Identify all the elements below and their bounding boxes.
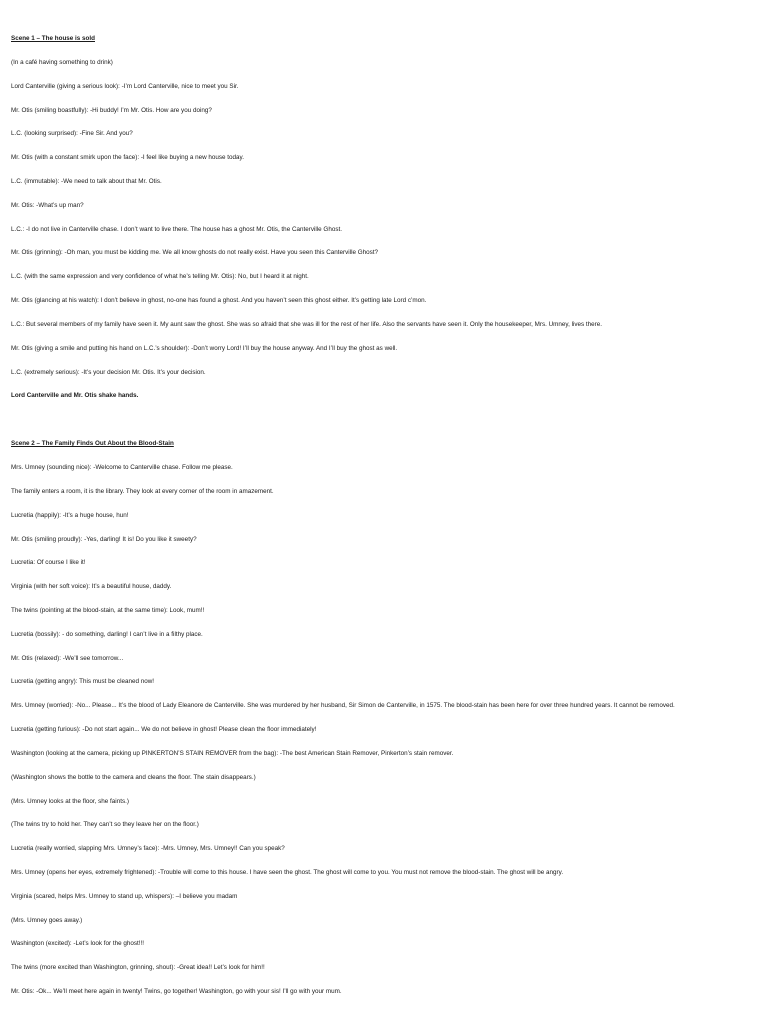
dialogue-line: Washington (looking at the camera, picking up PINKERTON’S STAIN REMOVER from the bag): -The best American Stain Remover, Pinkerton’s stain remover. [11, 750, 454, 757]
dialogue-line: Mr. Otis (smiling boastfully): -Hi buddy! I’m Mr. Otis. How are you doing? [11, 107, 212, 114]
dialogue-line: Lucretia (getting angry): This must be cleaned now! [11, 678, 155, 685]
dialogue-line: Mr. Otis (relaxed): -We’ll see tomorrow... [11, 655, 124, 662]
scene-1-heading: Scene 1 – The house is sold [11, 35, 95, 42]
dialogue-line: Mrs. Umney (opens her eyes, extremely frightened): -Trouble will come to this house. I have seen the ghost. The ghost will come to you. You must not remove the blood-stain. The ghost will be angry. [11, 869, 564, 876]
dialogue-line: Mrs. Umney (sounding nice): -Welcome to Canterville chase. Follow me please. [11, 464, 233, 471]
dialogue-line: Lucretia (really worried, slapping Mrs. Umney’s face): -Mrs. Umney, Mrs. Umney!! Can you speak? [11, 845, 285, 852]
dialogue-line: (Washington shows the bottle to the camera and cleans the floor. The stain disappears.) [11, 774, 256, 781]
dialogue-line: Virginia (scared, helps Mrs. Umney to stand up, whispers): –I believe you madam [11, 893, 238, 900]
dialogue-line: (Mrs. Umney looks at the floor, she faints.) [11, 798, 129, 805]
dialogue-line: Washington (excited): -Let’s look for the ghost!!! [11, 940, 145, 947]
dialogue-line: L.C. (looking surprised): -Fine Sir. And you? [11, 130, 133, 137]
dialogue-line: Mr. Otis (smiling proudly): -Yes, darling! It is! Do you like it sweety? [11, 536, 197, 543]
dialogue-line: L.C.: -I do not live in Canterville chase. I don’t want to live there. The house has a ghost Mr. Otis, the Canterville Ghost. [11, 226, 342, 233]
dialogue-line: The family enters a room, it is the library. They look at every corner of the room in amazement. [11, 488, 274, 495]
dialogue-line: (The twins try to hold her. They can’t so they leave her on the floor.) [11, 821, 199, 828]
stage-direction-bold: Lord Canterville and Mr. Otis shake hands. [11, 392, 139, 399]
dialogue-line: Lord Canterville (giving a serious look): -I’m Lord Canterville, nice to meet you Sir. [11, 83, 239, 90]
dialogue-line: (Mrs. Umney goes away.) [11, 917, 83, 924]
dialogue-line: Mr. Otis (glancing at his watch): I don’t believe in ghost, no-one has found a ghost. And you haven’t seen this ghost either. It’s getting late Lord c’mon. [11, 297, 427, 304]
dialogue-line: (In a café having something to drink) [11, 59, 113, 66]
dialogue-line: L.C. (extremely serious): -It’s your decision Mr. Otis. It’s your decision. [11, 369, 206, 376]
dialogue-line: Lucretia (getting furious): -Do not start again... We do not believe in ghost! Please clean the floor immediately! [11, 726, 317, 733]
dialogue-line: L.C. (with the same expression and very confidence of what he’s telling Mr. Otis): No, but I heard it at night. [11, 273, 309, 280]
dialogue-line: The twins (more excited than Washington, grinning, shout): -Great idea!! Let’s look for him!! [11, 964, 265, 971]
dialogue-line: Mr. Otis (with a constant smirk upon the face): -I feel like buying a new house today. [11, 154, 244, 161]
dialogue-line: Lucretia (bossily): - do something, darling! I can’t live in a filthy place. [11, 631, 203, 638]
dialogue-line: The twins (pointing at the blood-stain, at the same time): Look, mum!! [11, 607, 205, 614]
dialogue-line: Mr. Otis: -What’s up man? [11, 202, 84, 209]
dialogue-line: Mrs. Umney (worried): -No... Please... It’s the blood of Lady Eleanore de Canterville. She was murdered by her husband, Sir Simon de Canterville, in 1575. The blood-stain has been here for over three hundred years. It cannot be removed. [11, 702, 675, 709]
dialogue-line: Mr. Otis: -Ok... We’ll meet here again in twenty! Twins, go together! Washington, go with your sis! I’ll go with your mum. [11, 988, 342, 995]
dialogue-line: Mr. Otis (grinning): -Oh man, you must be kidding me. We all know ghosts do not really exist. Have you seen this Canterville Ghost? [11, 249, 379, 256]
scene-2-heading: Scene 2 – The Family Finds Out About the Blood-Stain [11, 440, 174, 447]
dialogue-line: Virginia (with her soft voice): It’s a beautiful house, daddy. [11, 583, 172, 590]
dialogue-line: Mr. Otis (giving a smile and putting his hand on L.C.’s shoulder): -Don’t worry Lord! I’ll buy the house anyway. And I’ll buy the ghost as well. [11, 345, 398, 352]
dialogue-line: L.C.: But several members of my family have seen it. My aunt saw the ghost. She was so afraid that she was ill for the rest of her life. Also the servants have seen it. Only the housekeeper, Mrs. Umney, lives there. [11, 321, 603, 328]
dialogue-line: Lucretia (happily): -It’s a huge house, hun! [11, 512, 129, 519]
dialogue-line: Lucretia: Of course I like it! [11, 559, 86, 566]
dialogue-line: L.C. (immutable): -We need to talk about that Mr. Otis. [11, 178, 162, 185]
